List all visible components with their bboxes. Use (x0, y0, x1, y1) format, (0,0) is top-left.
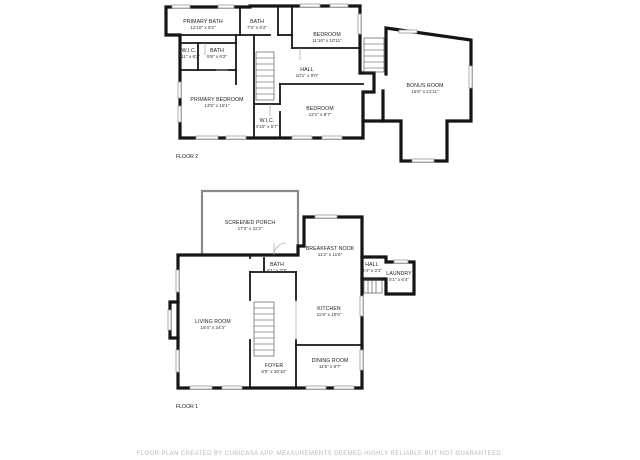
room-name: LAUNDRY (386, 271, 412, 277)
room-name: PRIMARY BEDROOM (190, 97, 244, 103)
room-name: BATH (250, 19, 264, 25)
room-name: BEDROOM (313, 32, 341, 38)
floor-1-label: FLOOR 1 (176, 404, 199, 410)
room-name: DINING ROOM (311, 358, 349, 364)
room-name: W.I.C. (259, 118, 275, 124)
room-name: BONUS ROOM (406, 83, 444, 89)
room-name: HALL (365, 262, 379, 268)
room-dims: 7'3" x 5'2" (246, 25, 268, 30)
room-name: FOYER (264, 363, 284, 369)
room-name: LIVING ROOM (195, 319, 231, 325)
room-dims: 5'1" x 6'4" (388, 277, 410, 282)
room-dims: 11'10" x 10'11" (312, 38, 342, 43)
room-name: KITCHEN (317, 306, 341, 312)
room-dims: 17'3" x 11'2" (237, 226, 263, 231)
room-dims: 10'1" x 9'0" (295, 73, 319, 78)
floor-2-label: FLOOR 2 (176, 154, 199, 160)
room-name: BATH (270, 262, 284, 268)
room-dims: 6'1" x 3'3" (266, 268, 288, 273)
room-dims: 3'11" x 6'2" (177, 54, 201, 59)
room-name: HALL (300, 67, 314, 73)
floor1-windows (168, 215, 408, 389)
room-dims: 4'4" x 3'1" (361, 268, 383, 273)
room-name: W.I.C. (181, 48, 197, 54)
bonus-room-wall (383, 28, 471, 161)
room-dims: 15'4" x 24'4" (200, 325, 226, 330)
room-name: PRIMARY BATH (183, 19, 223, 25)
room-dims: 11'2" x 11'6" (317, 252, 343, 257)
room-dims: 4'10" x 5'7" (255, 124, 279, 129)
room-name: BATH (210, 48, 224, 54)
room-dims: 11'5" x 9'7" (318, 364, 342, 369)
room-dims: 5'8" x 6'2" (206, 54, 228, 59)
room-name: SCREENED PORCH (224, 220, 276, 226)
room-name: BEDROOM (306, 106, 334, 112)
room-dims: 12'10" x 5'2" (190, 25, 216, 30)
room-name: BREAKFAST NOOK (305, 246, 355, 252)
room-dims: 13'5" x 15'1" (204, 103, 230, 108)
room-dims: 6'5" x 20'10" (261, 369, 287, 374)
footer-disclaimer: FLOOR PLAN CREATED BY CUBICASA APP. MEASUREMENTS DEEMED HIGHLY RELIABLE BUT NOT GUARANTEED. (136, 451, 504, 457)
floor-2-plan (166, 4, 472, 162)
floor-1-plan (168, 191, 414, 410)
room-dims: 11'9" x 10'0" (316, 312, 342, 317)
floor1-doors (274, 243, 296, 340)
room-dims: 15'8" x 21'11" (411, 89, 439, 94)
room-dims: 12'1" x 9'7" (308, 112, 332, 117)
